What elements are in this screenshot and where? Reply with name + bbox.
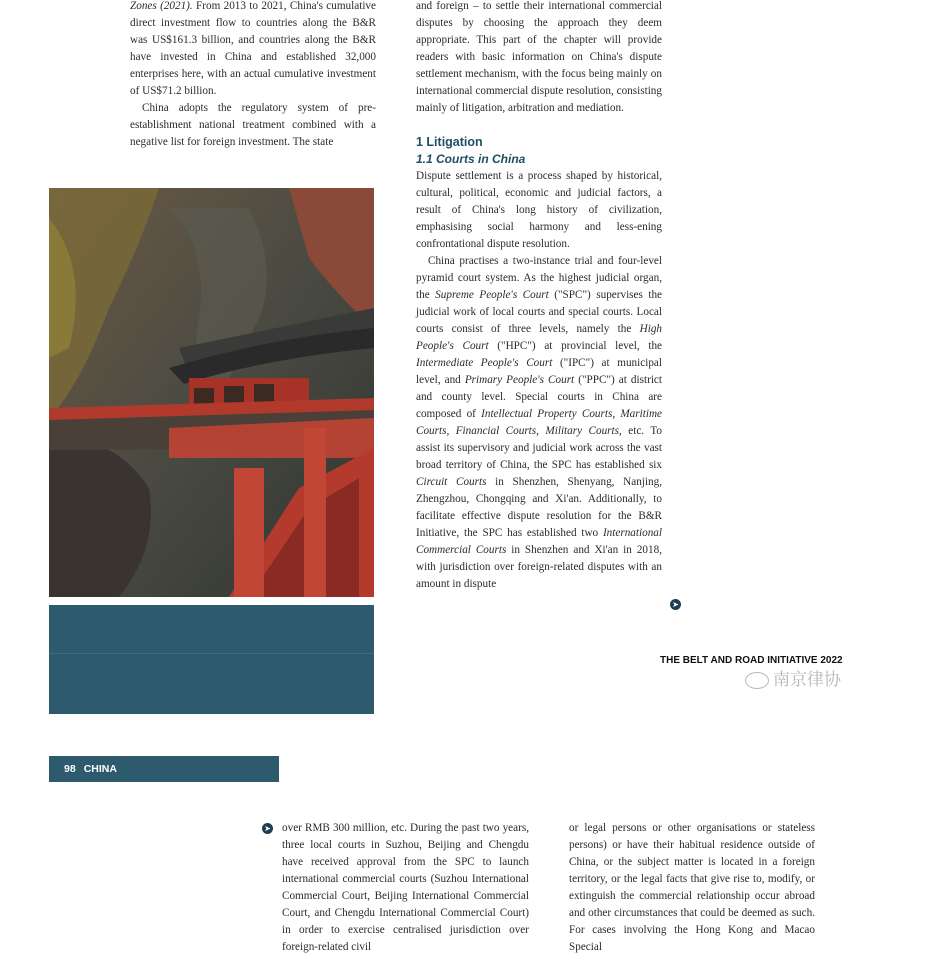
- continue-arrow-icon: ➤: [262, 823, 273, 834]
- continue-arrow-icon: ➤: [670, 599, 681, 610]
- section-name: CHINA: [83, 763, 117, 775]
- cliff-walkway-illustration: [49, 188, 374, 597]
- paragraph: over RMB 300 million, etc. During the past two years, three local courts in Suzhou, Beijing and Chengdu have received approval from the SPC to launch international commercial courts (Suzhou International Commercial Court, Beijing International Commercial Court, and Chengdu International Commercial Court) in order to exercise centralised jurisdiction over foreign-related civil: [282, 822, 529, 953]
- paragraph: and foreign – to settle their international commercial disputes by choosing the approach they deem appropriate. This part of the chapter will provide readers with basic information on China's dispute settlement mechanism, with the focus being mainly on international commercial dispute resolution, consisting mainly of litigation, arbitration and mediation.: [416, 0, 662, 114]
- paragraph: China adopts the regulatory system of pre-establishment national treatment combined with a negative list for foreign investment. The state: [130, 102, 376, 148]
- italic-reference: Zones (2021).: [130, 0, 193, 12]
- bottom-left-column: [282, 820, 529, 956]
- watermark: 南京律协: [745, 665, 841, 690]
- wechat-icon: [745, 672, 769, 689]
- paragraph: China practises a two-instance trial and four-level pyramid court system. As the highest judicial organ, the Supreme People's Court ("SPC") supervises the judicial work of local courts and special courts. Local courts consist of three levels, namely the High People's Court ("HPC") at provincial level, the Intermediate People's Court ("IPC") at municipal level, and Primary People's Court ("PPC") at district and county level. Special courts in China are composed of Intellectual Property Courts, Maritime Courts, Financial Courts, Military Courts, etc. To assist its supervisory and judicial work across the vast broad territory of China, the SPC has established six Circuit Courts in Shenzhen, Shenyang, Nanjing, Zhengzhou, Chongqing and Xi'an. Additionally, to facilitate effective dispute resolution for the B&R Initiative, the SPC has established two International Commercial Courts in Shenzhen and Xi'an in 2018, with jurisdiction over foreign-related disputes with an amount in dispute: [416, 255, 663, 590]
- running-footer-title: THE BELT AND ROAD INITIATIVE 2022: [660, 655, 843, 666]
- paragraph: Zones (2021). From 2013 to 2021, China's cumulative direct investment flow to countries along the B&R was US$161.3 billion, and countries along the B&R have invested in China and established 32,000 enterprises here, with an actual cumulative investment of US$71.2 billion.: [130, 0, 376, 97]
- left-column-top: [130, 0, 376, 151]
- section-subheading: 1.1 Courts in China: [416, 152, 526, 166]
- decorative-panel: [49, 605, 374, 714]
- page-number: 98: [64, 763, 76, 775]
- right-column-top: [416, 0, 662, 593]
- photo-cliff-walkway: [49, 188, 374, 597]
- paragraph: Dispute settlement is a process shaped by historical, cultural, political, economic and judicial factors, a result of China's long history of civilization, emphasising social harmony and less-ening confrontational dispute resolution.: [416, 170, 662, 250]
- page-footer-bar: [49, 756, 279, 782]
- paragraph: or legal persons or other organisations or stateless persons) or have their habitual residence outside of China, or the subject matter is located in a foreign territory, or the legal facts that give rise to, modify, or extinguish the commercial relationship occur abroad and other circumstances that could be deemed as such. For cases involving the Hong Kong and Macao Special: [569, 822, 815, 953]
- section-heading: 1 Litigation: [416, 135, 483, 149]
- bottom-right-column: [569, 820, 815, 956]
